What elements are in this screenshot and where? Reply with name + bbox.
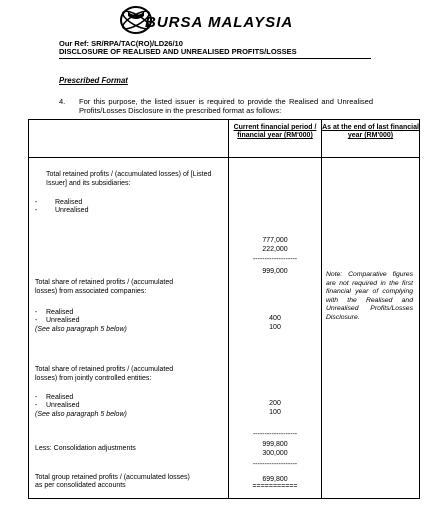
- realised-value: 777,000: [262, 237, 288, 244]
- jointly-controlled-realised-label: Realised: [46, 394, 74, 401]
- associates-unrealised-value: 100: [269, 324, 281, 331]
- our-reference: Our Ref: SR/RPA/TAC(RO)/LD26/10: [59, 39, 183, 48]
- jointly-controlled-unrealised-value: 100: [269, 409, 281, 416]
- column-header-last: As at the end of last financial year (RM'000): [322, 120, 420, 158]
- section-title: Prescribed Format: [59, 76, 128, 85]
- associates-unrealised-label: Unrealised: [46, 317, 80, 324]
- subtotal-value: 999,800: [262, 441, 288, 448]
- last-year-column: [322, 158, 420, 499]
- disclosure-table: [28, 119, 420, 499]
- associates-realised-label: Realised: [46, 309, 74, 316]
- jointly-controlled-unrealised-label: Unrealised: [46, 402, 80, 409]
- jointly-controlled-realised-value: 200: [269, 400, 281, 407]
- bullet-dash: -: [35, 199, 38, 206]
- bullet-dash: -: [35, 394, 38, 401]
- jointly-controlled-line-1: Total share of retained profits / (accumulated: [35, 366, 174, 373]
- jointly-controlled-line-2: losses) from jointly controlled entities:: [35, 375, 152, 382]
- separator-dashes: -------------------: [252, 431, 298, 438]
- bullet-dash: -: [35, 402, 38, 409]
- current-period-column: [229, 158, 322, 499]
- separator-dashes: -------------------: [252, 256, 298, 263]
- realised-label: Realised: [55, 199, 83, 206]
- unrealised-label: Unrealised: [55, 207, 89, 214]
- column-header-current: Current financial period / financial year (RM'000): [229, 120, 322, 158]
- bullet-dash: -: [35, 207, 38, 214]
- associates-line-1: Total share of retained profits / (accumulated: [35, 279, 174, 286]
- bullet-dash: -: [35, 309, 38, 316]
- bullet-dash: -: [35, 317, 38, 324]
- document-subject: DISCLOSURE OF REALISED AND UNREALISED PROFITS/LOSSES: [59, 47, 297, 56]
- header-divider: [59, 58, 371, 59]
- group-total-line-2: as per consolidated accounts: [35, 482, 126, 489]
- double-underline: ===========: [252, 483, 298, 490]
- group-total-value: 699,800: [262, 476, 288, 483]
- consolidation-adjustments-label: Less: Consolidation adjustments: [35, 445, 136, 452]
- see-also-note: (See also paragraph 5 below): [35, 326, 127, 333]
- group-total-line-1: Total group retained profits / (accumulated losses): [35, 474, 190, 481]
- see-also-note: (See also paragraph 5 below): [35, 411, 127, 418]
- retained-profits-heading: Total retained profits / (accumulated losses) of [Listed Issuer] and its subsidiaries:: [46, 171, 212, 187]
- comparative-figures-note: Note: Comparative figures are not required in the first financial year of complying with the Realised and Unrealised Profits/Losses Disclosure.: [326, 271, 413, 321]
- header-description-cell: [29, 120, 229, 158]
- separator-dashes: -------------------: [252, 461, 298, 468]
- description-column: [29, 158, 229, 499]
- logo-text: BURSA MALAYSIA: [145, 14, 294, 31]
- associates-line-2: losses) from associated companies:: [35, 288, 147, 295]
- associates-realised-value: 400: [269, 315, 281, 322]
- paragraph-number: 4.: [59, 97, 66, 106]
- unrealised-value: 222,000: [262, 246, 288, 253]
- paragraph-text: For this purpose, the listed issuer is required to provide the Realised and Unrealised Profits/Losses Disclosure in the prescribed format as follows:: [79, 97, 373, 115]
- consolidation-adjustments-value: 300,000: [262, 450, 288, 457]
- subtotal-value: 999,000: [262, 268, 288, 275]
